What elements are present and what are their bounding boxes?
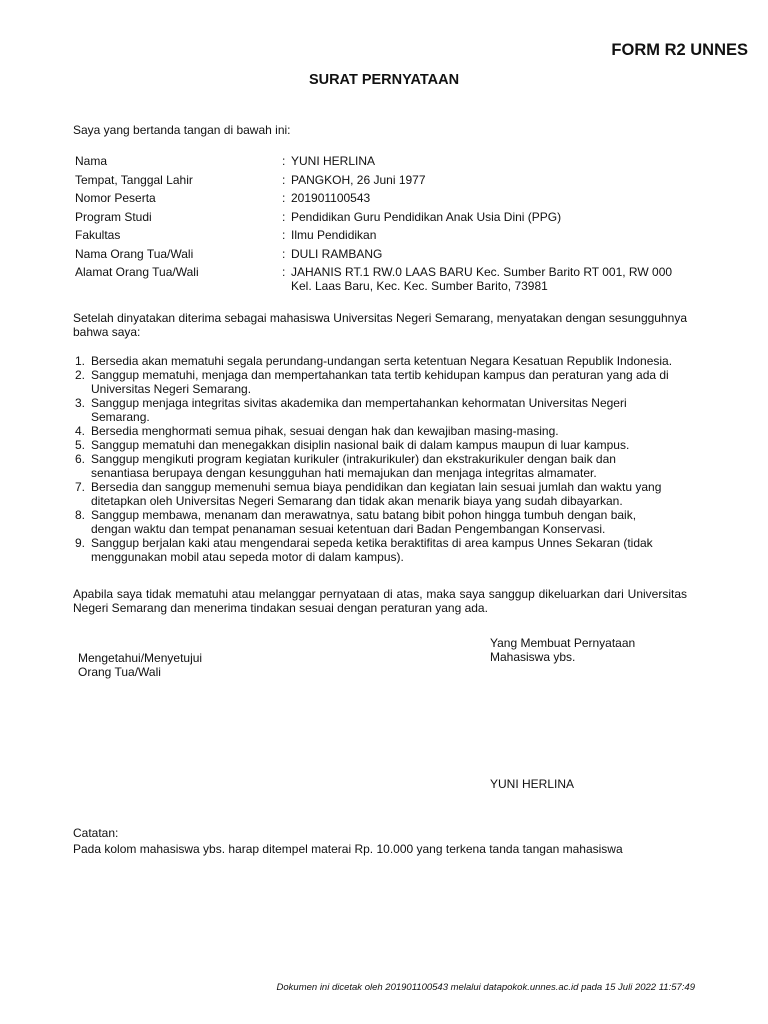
list-item xyxy=(75,354,700,368)
list-number: 6. xyxy=(75,452,86,466)
list-text-line: Sanggup mematuhi, menjaga dan mempertahankan tata tertib kehidupan kampus dan peraturan yang ada di xyxy=(91,368,669,382)
list-item xyxy=(75,396,700,424)
list-text xyxy=(91,368,700,396)
list-text-line: Bersedia akan mematuhi segala perundang-undangan serta ketentuan Negara Kesatuan Republik Indonesia. xyxy=(91,354,673,368)
list-text-line: senantiasa berupaya dengan kesungguhan hati memajukan dan menjaga integritas almamater. xyxy=(91,466,597,480)
list-item xyxy=(75,438,700,452)
list-item xyxy=(75,452,700,480)
list-number: 1. xyxy=(75,354,86,368)
closing-paragraph: Apabila saya tidak mematuhi atau melanggar pernyataan di atas, maka saya sanggup dikeluarkan dari Universitas Negeri Semarang dan menerima tindakan sesuai dengan peraturan yang ada. xyxy=(73,587,687,615)
identity-row-study-program xyxy=(75,210,695,229)
student-signature-name: YUNI HERLINA xyxy=(490,777,575,791)
list-text-line: dengan waktu dan tempat penanaman sesuai ketentuan dari Badan Pengembangan Konservasi. xyxy=(91,522,606,536)
identity-label: Fakultas xyxy=(75,228,121,242)
list-text-line: Sanggup berjalan kaki atau mengendarai sepeda ketika beraktifitas di area kampus Unnes Sekaran (tidak xyxy=(91,536,653,550)
address-line-2: Kel. Laas Baru, Kec. Kec. Sumber Barito, 73981 xyxy=(291,279,548,293)
identity-colon: : xyxy=(282,172,286,187)
list-item xyxy=(75,480,700,508)
list-text xyxy=(91,452,700,480)
list-text-line: Semarang. xyxy=(91,410,150,424)
form-code: FORM R2 UNNES xyxy=(611,41,748,59)
identity-colon: : xyxy=(282,191,286,205)
intro-text: Saya yang bertanda tangan di bawah ini: xyxy=(73,123,291,137)
identity-label: Alamat Orang Tua/Wali xyxy=(75,265,199,279)
list-text-line: Sanggup membawa, menanam dan merawatnya, satu batang bibit pohon hingga tumbuh dengan baik, xyxy=(91,508,637,522)
list-number: 5. xyxy=(75,438,86,452)
list-text xyxy=(91,508,700,536)
identity-value: 201901100543 xyxy=(291,191,371,205)
parent-signature-caption: Mengetahui/Menyetujui xyxy=(78,651,203,665)
student-signature-caption: Yang Membuat Pernyataan xyxy=(490,636,636,650)
list-item xyxy=(75,424,700,438)
document-title: SURAT PERNYATAAN xyxy=(308,72,460,88)
commitment-list xyxy=(75,354,700,564)
identity-colon: : xyxy=(282,265,286,279)
identity-value: Pendidikan Guru Pendidikan Anak Usia Dini (PPG) xyxy=(291,209,562,224)
list-text-line: Sanggup mematuhi dan menegakkan disiplin nasional baik di dalam kampus maupun di luar kampus. xyxy=(91,438,630,452)
list-text xyxy=(91,396,700,424)
identity-value: Ilmu Pendidikan xyxy=(291,228,377,242)
identity-label: Nama Orang Tua/Wali xyxy=(75,246,194,261)
list-item xyxy=(75,508,700,536)
identity-row-parent-name xyxy=(75,247,695,266)
list-item xyxy=(75,536,700,564)
identity-row-nama xyxy=(75,154,695,173)
note-text: Pada kolom mahasiswa ybs. harap ditempel materai Rp. 10.000 yang terkena tanda tangan mahasiswa xyxy=(73,842,623,856)
identity-value: PANGKOH, 26 Juni 1977 xyxy=(291,172,426,187)
list-number: 8. xyxy=(75,508,86,522)
list-text-line: Bersedia dan sanggup memenuhi semua biaya pendidikan dan kegiatan lain sesuai jumlah dan waktu yang xyxy=(91,480,662,494)
identity-value: DULI RAMBANG xyxy=(291,246,383,261)
list-text xyxy=(91,480,700,508)
list-number: 2. xyxy=(75,368,86,382)
list-item xyxy=(75,368,700,396)
identity-row-participant-number xyxy=(75,191,695,210)
print-footer: Dokumen ini dicetak oleh 201901100543 melalui datapokok.unnes.ac.id pada 15 Juli 2022 11:57:49 xyxy=(276,982,695,993)
identity-value xyxy=(291,265,695,293)
identity-colon: : xyxy=(282,209,286,224)
identity-label: Nomor Peserta xyxy=(75,191,156,205)
list-text xyxy=(91,536,700,564)
identity-value: YUNI HERLINA xyxy=(291,154,376,168)
list-number: 7. xyxy=(75,480,86,494)
list-text-line: Bersedia menghormati semua pihak, sesuai dengan hak dan kewajiban masing-masing. xyxy=(91,424,559,438)
student-signature-role: Mahasiswa ybs. xyxy=(490,650,576,664)
list-text-line: ditetapkan oleh Universitas Negeri Semarang dan tidak akan menarik biaya yang sudah dibayarkan. xyxy=(91,494,623,508)
list-text-line: Universitas Negeri Semarang. xyxy=(91,382,252,396)
note-label: Catatan: xyxy=(73,826,119,840)
list-number: 9. xyxy=(75,536,86,550)
parent-signature-block xyxy=(78,651,202,679)
student-signature-block xyxy=(490,636,635,664)
identity-colon: : xyxy=(282,246,286,261)
parent-signature-role: Orang Tua/Wali xyxy=(78,665,161,679)
identity-row-parent-address xyxy=(75,265,695,293)
identity-colon: : xyxy=(282,154,286,168)
identity-label: Nama xyxy=(75,154,108,168)
address-line-1: JAHANIS RT.1 RW.0 LAAS BARU Kec. Sumber Barito RT 001, RW 000 xyxy=(291,265,673,279)
list-number: 3. xyxy=(75,396,86,410)
identity-colon: : xyxy=(282,228,286,242)
identity-row-faculty xyxy=(75,228,695,247)
list-text-line: menggunakan mobil atau sepeda motor di dalam kampus). xyxy=(91,550,404,564)
identity-label: Tempat, Tanggal Lahir xyxy=(75,172,193,187)
list-text-line: Sanggup mengikuti program kegiatan kurikuler (intrakurikuler) dan ekstrakurikuler dengan baik dan xyxy=(91,452,616,466)
identity-row-birth xyxy=(75,173,695,192)
list-number: 4. xyxy=(75,424,86,438)
identity-label: Program Studi xyxy=(75,209,152,224)
statement-paragraph: Setelah dinyatakan diterima sebagai mahasiswa Universitas Negeri Semarang, menyatakan dengan sesungguhnya bahwa saya: xyxy=(73,311,687,339)
list-text-line: Sanggup menjaga integritas sivitas akademika dan mempertahankan kehormatan Universitas Negeri xyxy=(91,396,627,410)
identity-table xyxy=(75,154,695,293)
list-text xyxy=(91,354,700,368)
list-text xyxy=(91,424,700,438)
list-text xyxy=(91,438,700,452)
